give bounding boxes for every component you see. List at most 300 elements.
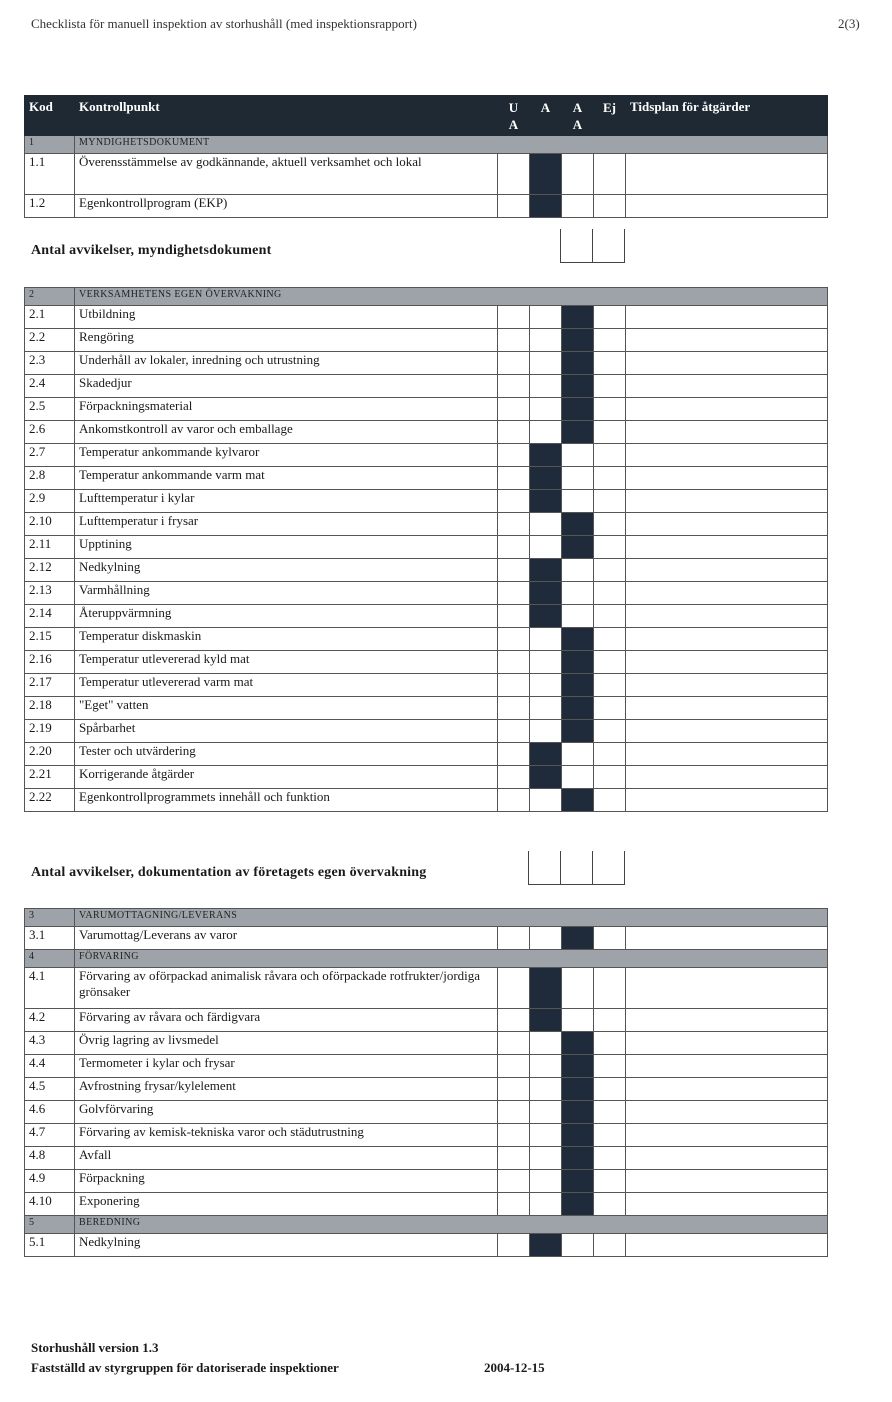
row-action-plan[interactable] xyxy=(626,513,828,536)
row-action-plan[interactable] xyxy=(626,154,828,195)
row-code: 2.20 xyxy=(25,743,75,766)
mark-cell-a[interactable] xyxy=(530,306,562,329)
row-control-point: Rengöring xyxy=(75,329,498,352)
row-action-plan[interactable] xyxy=(626,490,828,513)
mark-cell-aa[interactable] xyxy=(562,467,594,490)
mark-cell-ej[interactable] xyxy=(594,444,626,467)
header-action-plan: Tidsplan för åtgärder xyxy=(626,96,828,136)
table-row xyxy=(25,1124,828,1147)
mark-cell-aa[interactable] xyxy=(562,352,594,375)
summary-deviations-authority-documents: Antal avvikelser, myndighetsdokument xyxy=(31,243,272,258)
mark-cell-a[interactable] xyxy=(530,1193,562,1216)
mark-cell-aa[interactable] xyxy=(562,582,594,605)
mark-cell-aa[interactable] xyxy=(562,674,594,697)
row-control-point: "Eget" vatten xyxy=(75,697,498,720)
row-control-point: Skadedjur xyxy=(75,375,498,398)
row-code: 4.10 xyxy=(25,1193,75,1216)
header-aa: A A xyxy=(562,96,594,136)
footer-version: Storhushåll version 1.3 xyxy=(31,1340,159,1355)
row-control-point: Utbildning xyxy=(75,306,498,329)
row-action-plan[interactable] xyxy=(626,306,828,329)
row-control-point: Golvförvaring xyxy=(75,1101,498,1124)
row-control-point: Lufttemperatur i frysar xyxy=(75,513,498,536)
mark-cell-ua[interactable] xyxy=(498,1147,530,1170)
mark-cell-aa[interactable] xyxy=(562,927,594,950)
row-code: 2.3 xyxy=(25,352,75,375)
mark-cell-a[interactable] xyxy=(530,195,562,218)
row-code: 2.18 xyxy=(25,697,75,720)
mark-cell-ej[interactable] xyxy=(594,329,626,352)
row-action-plan[interactable] xyxy=(626,582,828,605)
row-action-plan[interactable] xyxy=(626,398,828,421)
mark-cell-ej[interactable] xyxy=(594,467,626,490)
mark-cell-ua[interactable] xyxy=(498,582,530,605)
mark-cell-ej[interactable] xyxy=(594,490,626,513)
header-control-point: Kontrollpunkt xyxy=(75,96,498,136)
table-row xyxy=(25,651,828,674)
category-code: 1 xyxy=(25,136,75,154)
mark-cell-ua[interactable] xyxy=(498,329,530,352)
row-control-point: Förpackningsmaterial xyxy=(75,398,498,421)
row-control-point: Avfall xyxy=(75,1147,498,1170)
row-code: 4.5 xyxy=(25,1078,75,1101)
row-code: 2.22 xyxy=(25,789,75,812)
mark-cell-a[interactable] xyxy=(530,1101,562,1124)
category-code: 5 xyxy=(25,1216,75,1234)
table-row xyxy=(25,1101,828,1124)
row-action-plan[interactable] xyxy=(626,605,828,628)
mark-cell-ej[interactable] xyxy=(594,582,626,605)
mark-cell-aa[interactable] xyxy=(562,968,594,1009)
row-action-plan[interactable] xyxy=(626,1101,828,1124)
mark-cell-aa[interactable] xyxy=(562,421,594,444)
mark-cell-ej[interactable] xyxy=(594,421,626,444)
mark-cell-a[interactable] xyxy=(530,674,562,697)
summary-box-aa xyxy=(560,229,593,263)
row-action-plan[interactable] xyxy=(626,697,828,720)
mark-cell-ua[interactable] xyxy=(498,605,530,628)
checklist-table-section-2 xyxy=(24,287,828,812)
mark-cell-aa[interactable] xyxy=(562,1055,594,1078)
table-row xyxy=(25,306,828,329)
mark-cell-a[interactable] xyxy=(530,154,562,195)
row-action-plan[interactable] xyxy=(626,1078,828,1101)
mark-cell-ej[interactable] xyxy=(594,1234,626,1257)
row-code: 2.10 xyxy=(25,513,75,536)
mark-cell-ej[interactable] xyxy=(594,968,626,1009)
mark-cell-aa[interactable] xyxy=(562,444,594,467)
mark-cell-ua[interactable] xyxy=(498,1124,530,1147)
row-action-plan[interactable] xyxy=(626,1147,828,1170)
mark-cell-ej[interactable] xyxy=(594,927,626,950)
document-header-title: Checklista för manuell inspektion av storhushåll (med inspektionsrapport) xyxy=(31,16,417,31)
table-row xyxy=(25,766,828,789)
row-control-point: Underhåll av lokaler, inredning och utrustning xyxy=(75,352,498,375)
row-code: 2.5 xyxy=(25,398,75,421)
mark-cell-ej[interactable] xyxy=(594,398,626,421)
row-action-plan[interactable] xyxy=(626,1055,828,1078)
row-action-plan[interactable] xyxy=(626,1032,828,1055)
mark-cell-ua[interactable] xyxy=(498,536,530,559)
category-title: VERKSAMHETENS EGEN ÖVERVAKNING xyxy=(75,288,828,306)
mark-cell-a[interactable] xyxy=(530,1170,562,1193)
mark-cell-ej[interactable] xyxy=(594,674,626,697)
mark-cell-a[interactable] xyxy=(530,1124,562,1147)
mark-cell-a[interactable] xyxy=(530,789,562,812)
row-control-point: Egenkontrollprogrammets innehåll och funktion xyxy=(75,789,498,812)
row-control-point: Egenkontrollprogram (EKP) xyxy=(75,195,498,218)
mark-cell-ua[interactable] xyxy=(498,628,530,651)
mark-cell-a[interactable] xyxy=(530,766,562,789)
footer-established-by: Fastställd av styrgruppen för datoriserade inspektioner xyxy=(31,1360,339,1375)
row-control-point: Exponering xyxy=(75,1193,498,1216)
mark-cell-ua[interactable] xyxy=(498,444,530,467)
row-code: 4.3 xyxy=(25,1032,75,1055)
row-control-point: Avfrostning frysar/kylelement xyxy=(75,1078,498,1101)
row-action-plan[interactable] xyxy=(626,743,828,766)
mark-cell-ua[interactable] xyxy=(498,1193,530,1216)
row-control-point: Varumottag/Leverans av varor xyxy=(75,927,498,950)
mark-cell-a[interactable] xyxy=(530,536,562,559)
row-code: 2.2 xyxy=(25,329,75,352)
mark-cell-aa[interactable] xyxy=(562,306,594,329)
mark-cell-ua[interactable] xyxy=(498,421,530,444)
table-row xyxy=(25,743,828,766)
mark-cell-ua[interactable] xyxy=(498,195,530,218)
mark-cell-a[interactable] xyxy=(530,444,562,467)
mark-cell-a[interactable] xyxy=(530,398,562,421)
table-row xyxy=(25,154,828,195)
mark-cell-a[interactable] xyxy=(530,1009,562,1032)
row-code: 4.8 xyxy=(25,1147,75,1170)
mark-cell-ua[interactable] xyxy=(498,1101,530,1124)
footer-date: 2004-12-15 xyxy=(484,1360,545,1375)
row-action-plan[interactable] xyxy=(626,720,828,743)
mark-cell-a[interactable] xyxy=(530,1078,562,1101)
mark-cell-ej[interactable] xyxy=(594,536,626,559)
row-code: 1.1 xyxy=(25,154,75,195)
summary-deviations-own-monitoring: Antal avvikelser, dokumentation av företagets egen övervakning xyxy=(31,865,427,880)
mark-cell-a[interactable] xyxy=(530,628,562,651)
mark-cell-ej[interactable] xyxy=(594,1193,626,1216)
mark-cell-a[interactable] xyxy=(530,352,562,375)
row-action-plan[interactable] xyxy=(626,195,828,218)
row-action-plan[interactable] xyxy=(626,674,828,697)
mark-cell-ua[interactable] xyxy=(498,375,530,398)
mark-cell-a[interactable] xyxy=(530,329,562,352)
table-row xyxy=(25,490,828,513)
mark-cell-ej[interactable] xyxy=(594,628,626,651)
row-code: 1.2 xyxy=(25,195,75,218)
mark-cell-a[interactable] xyxy=(530,421,562,444)
category-row xyxy=(25,909,828,927)
row-action-plan[interactable] xyxy=(626,927,828,950)
mark-cell-a[interactable] xyxy=(530,605,562,628)
row-control-point: Temperatur ankommande varm mat xyxy=(75,467,498,490)
category-code: 4 xyxy=(25,950,75,968)
row-action-plan[interactable] xyxy=(626,968,828,1009)
mark-cell-a[interactable] xyxy=(530,490,562,513)
mark-cell-aa[interactable] xyxy=(562,1234,594,1257)
row-code: 2.21 xyxy=(25,766,75,789)
table-row xyxy=(25,329,828,352)
table-row xyxy=(25,628,828,651)
mark-cell-ej[interactable] xyxy=(594,720,626,743)
mark-cell-ua[interactable] xyxy=(498,968,530,1009)
mark-cell-ua[interactable] xyxy=(498,1234,530,1257)
mark-cell-a[interactable] xyxy=(530,559,562,582)
table-row xyxy=(25,1147,828,1170)
mark-cell-ej[interactable] xyxy=(594,1078,626,1101)
mark-cell-a[interactable] xyxy=(530,1055,562,1078)
mark-cell-ua[interactable] xyxy=(498,398,530,421)
table-row xyxy=(25,513,828,536)
mark-cell-a[interactable] xyxy=(530,743,562,766)
row-action-plan[interactable] xyxy=(626,1009,828,1032)
mark-cell-ej[interactable] xyxy=(594,605,626,628)
mark-cell-ej[interactable] xyxy=(594,513,626,536)
category-code: 2 xyxy=(25,288,75,306)
mark-cell-aa[interactable] xyxy=(562,628,594,651)
table-row xyxy=(25,1170,828,1193)
mark-cell-ua[interactable] xyxy=(498,651,530,674)
mark-cell-ua[interactable] xyxy=(498,766,530,789)
row-control-point: Spårbarhet xyxy=(75,720,498,743)
mark-cell-ej[interactable] xyxy=(594,306,626,329)
table-row xyxy=(25,1234,828,1257)
row-action-plan[interactable] xyxy=(626,789,828,812)
row-code: 5.1 xyxy=(25,1234,75,1257)
table-row xyxy=(25,1032,828,1055)
table-row xyxy=(25,375,828,398)
table-header-row xyxy=(25,96,828,136)
mark-cell-aa[interactable] xyxy=(562,1009,594,1032)
row-code: 3.1 xyxy=(25,927,75,950)
mark-cell-aa[interactable] xyxy=(562,766,594,789)
summary-box-ej xyxy=(592,851,625,885)
mark-cell-aa[interactable] xyxy=(562,154,594,195)
table-row xyxy=(25,582,828,605)
mark-cell-ej[interactable] xyxy=(594,1124,626,1147)
mark-cell-ej[interactable] xyxy=(594,195,626,218)
mark-cell-a[interactable] xyxy=(530,651,562,674)
row-code: 2.4 xyxy=(25,375,75,398)
row-code: 2.6 xyxy=(25,421,75,444)
row-code: 2.11 xyxy=(25,536,75,559)
row-action-plan[interactable] xyxy=(626,375,828,398)
table-row xyxy=(25,352,828,375)
row-action-plan[interactable] xyxy=(626,536,828,559)
row-action-plan[interactable] xyxy=(626,651,828,674)
table-row xyxy=(25,1009,828,1032)
mark-cell-aa[interactable] xyxy=(562,1170,594,1193)
table-row xyxy=(25,536,828,559)
mark-cell-aa[interactable] xyxy=(562,651,594,674)
row-code: 2.17 xyxy=(25,674,75,697)
row-code: 4.1 xyxy=(25,968,75,1009)
row-code: 4.6 xyxy=(25,1101,75,1124)
category-row xyxy=(25,1216,828,1234)
category-title: MYNDIGHETSDOKUMENT xyxy=(75,136,828,154)
mark-cell-ej[interactable] xyxy=(594,1032,626,1055)
mark-cell-a[interactable] xyxy=(530,927,562,950)
row-control-point: Nedkylning xyxy=(75,559,498,582)
table-row xyxy=(25,605,828,628)
mark-cell-aa[interactable] xyxy=(562,195,594,218)
row-action-plan[interactable] xyxy=(626,766,828,789)
row-action-plan[interactable] xyxy=(626,1193,828,1216)
row-control-point: Nedkylning xyxy=(75,1234,498,1257)
mark-cell-ua[interactable] xyxy=(498,559,530,582)
mark-cell-a[interactable] xyxy=(530,1147,562,1170)
table-row xyxy=(25,195,828,218)
mark-cell-aa[interactable] xyxy=(562,720,594,743)
mark-cell-aa[interactable] xyxy=(562,1124,594,1147)
row-control-point: Temperatur utlevererad kyld mat xyxy=(75,651,498,674)
mark-cell-ua[interactable] xyxy=(498,697,530,720)
row-control-point: Temperatur utlevererad varm mat xyxy=(75,674,498,697)
row-code: 4.9 xyxy=(25,1170,75,1193)
mark-cell-ej[interactable] xyxy=(594,154,626,195)
mark-cell-ua[interactable] xyxy=(498,1009,530,1032)
mark-cell-ua[interactable] xyxy=(498,306,530,329)
table-row xyxy=(25,421,828,444)
checklist-table-section-1 xyxy=(24,95,828,218)
mark-cell-ua[interactable] xyxy=(498,490,530,513)
mark-cell-a[interactable] xyxy=(530,1032,562,1055)
mark-cell-ej[interactable] xyxy=(594,375,626,398)
table-row xyxy=(25,1055,828,1078)
mark-cell-ua[interactable] xyxy=(498,467,530,490)
table-row xyxy=(25,968,828,1009)
row-action-plan[interactable] xyxy=(626,421,828,444)
row-action-plan[interactable] xyxy=(626,1234,828,1257)
mark-cell-ej[interactable] xyxy=(594,352,626,375)
mark-cell-ej[interactable] xyxy=(594,1170,626,1193)
mark-cell-aa[interactable] xyxy=(562,743,594,766)
mark-cell-aa[interactable] xyxy=(562,490,594,513)
header-ej: Ej xyxy=(594,96,626,136)
mark-cell-aa[interactable] xyxy=(562,329,594,352)
mark-cell-aa[interactable] xyxy=(562,605,594,628)
mark-cell-ej[interactable] xyxy=(594,766,626,789)
row-control-point: Förpackning xyxy=(75,1170,498,1193)
mark-cell-aa[interactable] xyxy=(562,536,594,559)
mark-cell-ua[interactable] xyxy=(498,789,530,812)
row-action-plan[interactable] xyxy=(626,352,828,375)
mark-cell-a[interactable] xyxy=(530,375,562,398)
mark-cell-ej[interactable] xyxy=(594,559,626,582)
row-action-plan[interactable] xyxy=(626,1124,828,1147)
mark-cell-ej[interactable] xyxy=(594,697,626,720)
table-row xyxy=(25,1193,828,1216)
header-ua: U A xyxy=(498,96,530,136)
mark-cell-a[interactable] xyxy=(530,467,562,490)
header-a: A xyxy=(530,96,562,136)
summary-box-ej xyxy=(592,229,625,263)
mark-cell-ua[interactable] xyxy=(498,743,530,766)
header-code: Kod xyxy=(25,96,75,136)
row-control-point: Upptining xyxy=(75,536,498,559)
mark-cell-a[interactable] xyxy=(530,513,562,536)
mark-cell-ua[interactable] xyxy=(498,927,530,950)
row-action-plan[interactable] xyxy=(626,559,828,582)
summary-box-a xyxy=(528,851,561,885)
mark-cell-aa[interactable] xyxy=(562,513,594,536)
row-code: 4.4 xyxy=(25,1055,75,1078)
table-row xyxy=(25,927,828,950)
row-code: 2.12 xyxy=(25,559,75,582)
mark-cell-ua[interactable] xyxy=(498,1055,530,1078)
mark-cell-a[interactable] xyxy=(530,720,562,743)
row-action-plan[interactable] xyxy=(626,628,828,651)
mark-cell-aa[interactable] xyxy=(562,1147,594,1170)
mark-cell-ej[interactable] xyxy=(594,789,626,812)
mark-cell-ua[interactable] xyxy=(498,1078,530,1101)
mark-cell-aa[interactable] xyxy=(562,398,594,421)
row-action-plan[interactable] xyxy=(626,329,828,352)
mark-cell-ua[interactable] xyxy=(498,674,530,697)
row-action-plan[interactable] xyxy=(626,467,828,490)
mark-cell-aa[interactable] xyxy=(562,789,594,812)
table-row xyxy=(25,1078,828,1101)
mark-cell-ua[interactable] xyxy=(498,1032,530,1055)
mark-cell-ej[interactable] xyxy=(594,1055,626,1078)
mark-cell-aa[interactable] xyxy=(562,1101,594,1124)
mark-cell-ua[interactable] xyxy=(498,352,530,375)
row-action-plan[interactable] xyxy=(626,444,828,467)
mark-cell-ej[interactable] xyxy=(594,743,626,766)
mark-cell-ua[interactable] xyxy=(498,154,530,195)
mark-cell-ej[interactable] xyxy=(594,651,626,674)
mark-cell-ua[interactable] xyxy=(498,1170,530,1193)
row-action-plan[interactable] xyxy=(626,1170,828,1193)
summary-box-aa xyxy=(560,851,593,885)
mark-cell-a[interactable] xyxy=(530,697,562,720)
category-title: BEREDNING xyxy=(75,1216,828,1234)
mark-cell-ej[interactable] xyxy=(594,1147,626,1170)
row-code: 2.19 xyxy=(25,720,75,743)
row-control-point: Överensstämmelse av godkännande, aktuell verksamhet och lokal xyxy=(75,154,498,195)
mark-cell-ej[interactable] xyxy=(594,1101,626,1124)
mark-cell-a[interactable] xyxy=(530,968,562,1009)
row-code: 2.14 xyxy=(25,605,75,628)
mark-cell-aa[interactable] xyxy=(562,559,594,582)
checklist-table-section-3 xyxy=(24,908,828,1257)
table-row xyxy=(25,467,828,490)
table-row xyxy=(25,559,828,582)
row-control-point: Tester och utvärdering xyxy=(75,743,498,766)
row-code: 4.2 xyxy=(25,1009,75,1032)
mark-cell-aa[interactable] xyxy=(562,1193,594,1216)
mark-cell-ua[interactable] xyxy=(498,720,530,743)
table-row xyxy=(25,789,828,812)
row-control-point: Återuppvärmning xyxy=(75,605,498,628)
table-row xyxy=(25,720,828,743)
mark-cell-ua[interactable] xyxy=(498,513,530,536)
mark-cell-a[interactable] xyxy=(530,1234,562,1257)
mark-cell-aa[interactable] xyxy=(562,1032,594,1055)
mark-cell-a[interactable] xyxy=(530,582,562,605)
mark-cell-ej[interactable] xyxy=(594,1009,626,1032)
category-title: VARUMOTTAGNING/LEVERANS xyxy=(75,909,828,927)
row-control-point: Termometer i kylar och frysar xyxy=(75,1055,498,1078)
mark-cell-aa[interactable] xyxy=(562,375,594,398)
table-row xyxy=(25,398,828,421)
row-control-point: Lufttemperatur i kylar xyxy=(75,490,498,513)
mark-cell-aa[interactable] xyxy=(562,1078,594,1101)
mark-cell-aa[interactable] xyxy=(562,697,594,720)
